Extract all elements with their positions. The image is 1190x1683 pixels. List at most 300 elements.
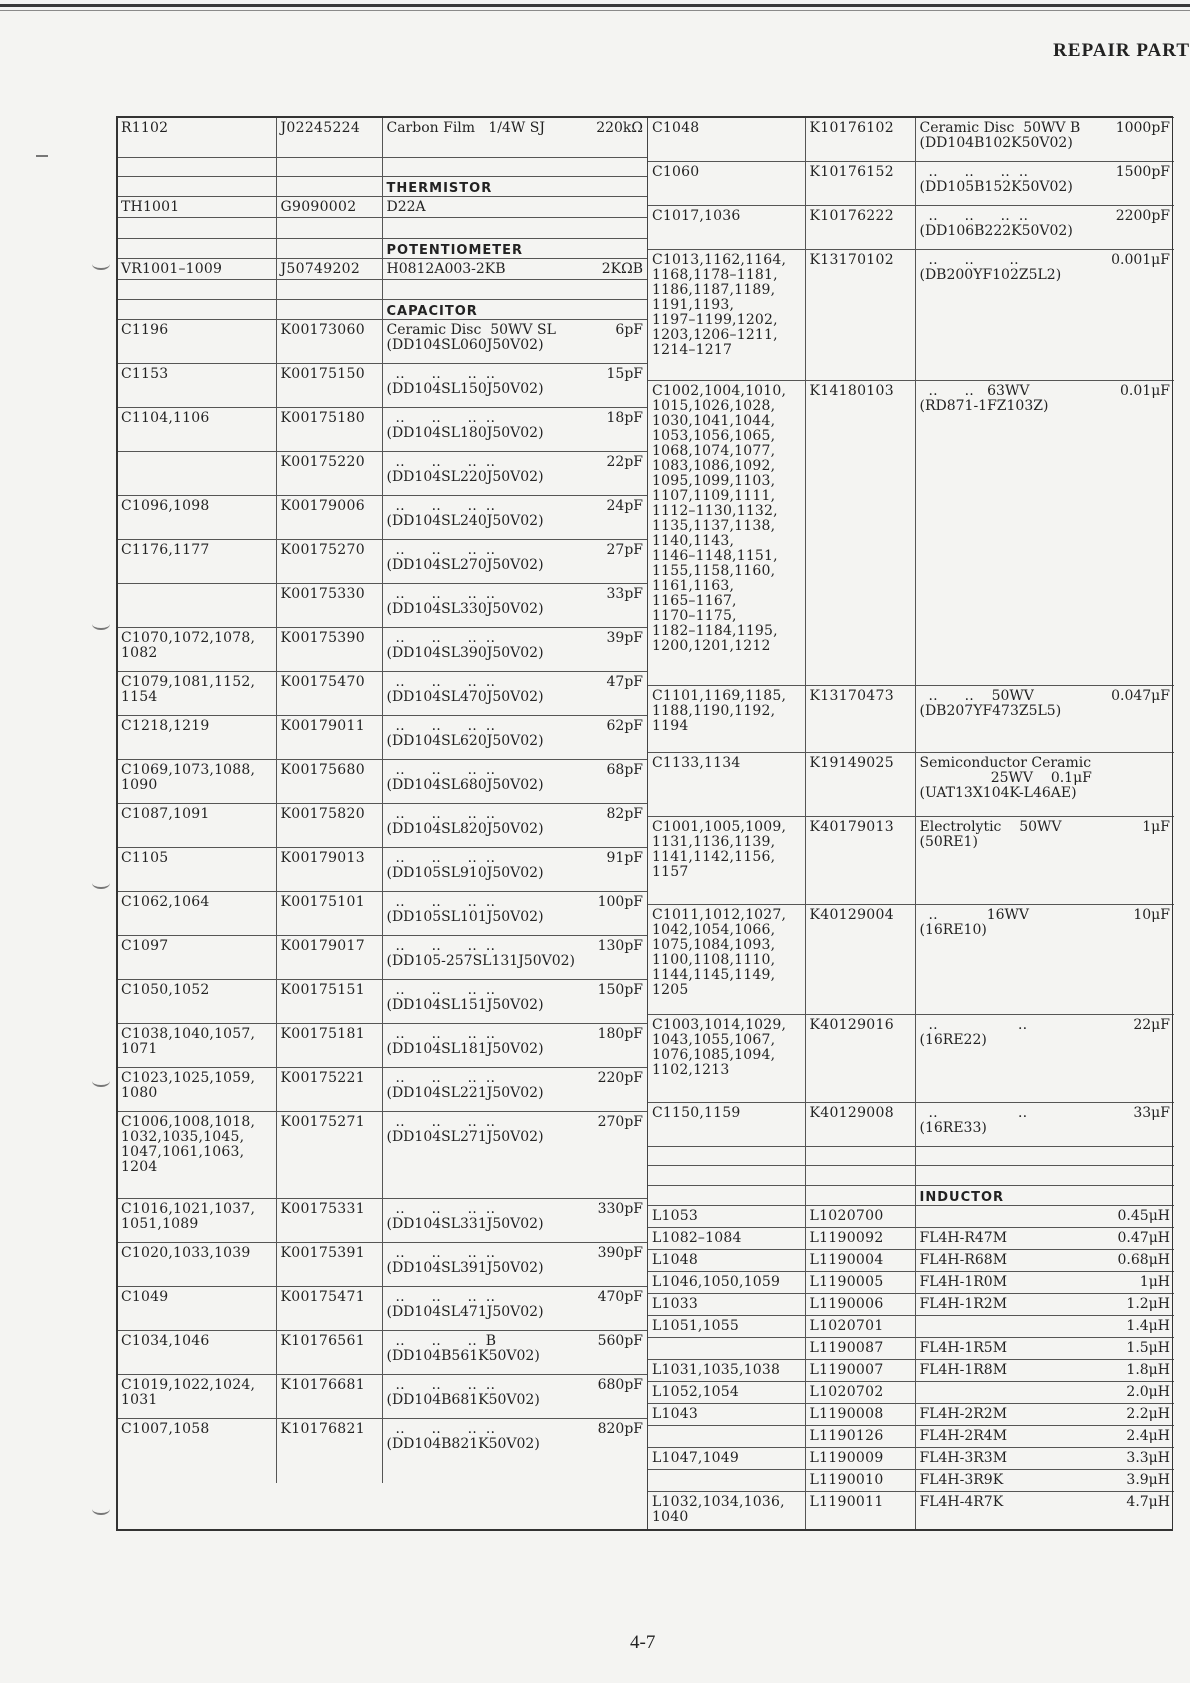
ref-cell: C1101,1169,1185, 1188,1190,1192, 1194: [648, 686, 805, 753]
description-code: (DD104B561K50V02): [386, 1348, 540, 1364]
section-row: [117, 239, 647, 259]
description-code: (DD104SL060J50V02): [386, 337, 544, 353]
part-number-cell: [276, 280, 382, 300]
value-text: 18pF: [606, 410, 643, 426]
inductor-desc: [920, 1319, 1171, 1334]
value-text: 1500pF: [1115, 164, 1170, 180]
value-text: 91pF: [606, 850, 643, 866]
table-row: [648, 1338, 1174, 1360]
value-text: 39pF: [606, 630, 643, 646]
binder-hole-mark: [92, 1075, 110, 1087]
table-row: [648, 381, 1174, 686]
inductor-desc: [920, 1407, 1171, 1422]
description-text: ‥ ‥: [919, 1017, 1028, 1033]
description-cell: [382, 628, 647, 672]
part-number-cell: K10176821: [276, 1419, 382, 1483]
table-row: [117, 848, 647, 892]
ref-cell: R1102: [117, 118, 276, 158]
table-row: [648, 1316, 1174, 1338]
description-text: ‥ ‥ ‥ ‥: [386, 1377, 496, 1393]
table-row: [117, 1024, 647, 1068]
table-row: [648, 1147, 1174, 1166]
value-text: 0.01μF: [1120, 383, 1170, 399]
inductor-desc: [920, 1231, 1171, 1246]
inductor-type: FL4H-3R3M: [919, 1450, 1008, 1466]
table-row: [117, 1375, 647, 1419]
description-main: [387, 807, 644, 822]
inductor-desc: [920, 1253, 1171, 1268]
description-code: (DD104SL331J50V02): [386, 1216, 544, 1232]
value-text: 33pF: [606, 586, 643, 602]
part-number-cell: K10176222: [805, 206, 915, 250]
part-number-cell: K13170102: [805, 250, 915, 381]
description-cell: [382, 259, 647, 280]
description-code: (16RE33): [919, 1120, 987, 1136]
table-row: [648, 1206, 1174, 1228]
ref-cell: C1079,1081,1152, 1154: [117, 672, 276, 716]
section-row: [117, 300, 647, 320]
description-main: [387, 1246, 644, 1261]
part-number-cell: K00175391: [276, 1243, 382, 1287]
binder-hole-mark: [92, 258, 110, 270]
inductor-type: FL4H-R47M: [919, 1230, 1008, 1246]
description-cell: [915, 1250, 1174, 1272]
page-number: 4-7: [630, 1632, 656, 1653]
description-cell: [382, 496, 647, 540]
ref-cell: L1048: [648, 1250, 805, 1272]
table-row: [117, 280, 647, 300]
part-number-cell: K00175180: [276, 408, 382, 452]
ref-cell: C1062,1064: [117, 892, 276, 936]
description-text: ‥ ‥ ‥ ‥: [386, 498, 496, 514]
description-text: ‥ ‥ ‥ ‥: [386, 1070, 496, 1086]
part-number-cell: L1190087: [805, 1338, 915, 1360]
description-cell: [915, 1166, 1174, 1186]
table-row: [117, 218, 647, 239]
part-number-cell: K00175150: [276, 364, 382, 408]
table-row: [117, 1287, 647, 1331]
inductor-value: 2.0μH: [1126, 1384, 1170, 1400]
part-number-cell: K00175101: [276, 892, 382, 936]
ref-cell: C1087,1091: [117, 804, 276, 848]
description-code: (DD104SL271J50V02): [386, 1129, 544, 1145]
description-code: (DD104SL150J50V02): [386, 381, 544, 397]
part-number-cell: K00179011: [276, 716, 382, 760]
description-text: ‥ ‥ ‥ ‥: [386, 718, 496, 734]
value-text: 47pF: [606, 674, 643, 690]
description-cell: [382, 197, 647, 218]
description-cell: [915, 1338, 1174, 1360]
description-main: [920, 165, 1171, 180]
ref-cell: C1013,1162,1164, 1168,1178–1181, 1186,1187,1189, 1191,1193, 1197–1199,1202, 1203,1206–1211, 1214–1217: [648, 250, 805, 381]
inductor-type: FL4H-3R9K: [919, 1472, 1004, 1488]
part-number-cell: L1190004: [805, 1250, 915, 1272]
table-row: [648, 1250, 1174, 1272]
description-cell: [382, 1419, 647, 1483]
table-row: [117, 1199, 647, 1243]
part-number-cell: K00175390: [276, 628, 382, 672]
table-row: [117, 804, 647, 848]
value-text: 15pF: [606, 366, 643, 382]
ref-cell: L1052,1054: [648, 1382, 805, 1404]
ref-cell: C1196: [117, 320, 276, 364]
table-row: [648, 1228, 1174, 1250]
ref-cell: C1003,1014,1029, 1043,1055,1067, 1076,1085,1094, 1102,1213: [648, 1015, 805, 1103]
ref-cell: L1043: [648, 1404, 805, 1426]
description-cell: [915, 162, 1174, 206]
part-number-cell: K19149025: [805, 753, 915, 817]
part-number-cell: K40129004: [805, 905, 915, 1015]
table-row: [648, 206, 1174, 250]
description-main: [920, 384, 1171, 399]
part-number-cell: K00175151: [276, 980, 382, 1024]
description-cell: [382, 1024, 647, 1068]
inductor-type: FL4H-R68M: [919, 1252, 1008, 1268]
ref-cell: VR1001–1009: [117, 259, 276, 280]
description-cell: [915, 1316, 1174, 1338]
description-main: [387, 121, 644, 136]
part-number-cell: L1020700: [805, 1206, 915, 1228]
table-row: [648, 162, 1174, 206]
description-text: ‥ ‥ 63WV: [919, 383, 1030, 399]
part-number-cell: [805, 1186, 915, 1206]
value-text: 180pF: [597, 1026, 643, 1042]
description-cell: [382, 1287, 647, 1331]
ref-cell: C1034,1046: [117, 1331, 276, 1375]
ref-cell: C1133,1134: [648, 753, 805, 817]
table-row: [117, 628, 647, 672]
value-text: 820pF: [597, 1421, 643, 1437]
description-cell: [382, 716, 647, 760]
part-number-cell: L1020702: [805, 1382, 915, 1404]
part-number-cell: [276, 239, 382, 259]
inductor-desc: [920, 1297, 1171, 1312]
value-text: 22pF: [606, 454, 643, 470]
description-main: [387, 411, 644, 426]
description-main: [387, 1027, 644, 1042]
description-main: [920, 121, 1171, 136]
table-row: [117, 158, 647, 177]
description-code: (DB207YF473Z5L5): [919, 703, 1062, 719]
description-cell: [915, 1272, 1174, 1294]
description-main: [387, 763, 644, 778]
description-main: [920, 908, 1171, 923]
parts-table-left: [117, 117, 647, 1483]
ref-cell: C1097: [117, 936, 276, 980]
description-code: (DD104SL151J50V02): [386, 997, 544, 1013]
ref-cell: L1032,1034,1036, 1040: [648, 1492, 805, 1530]
description-text: D22A: [386, 199, 426, 215]
part-number-cell: K14180103: [805, 381, 915, 686]
ref-cell: C1002,1004,1010, 1015,1026,1028, 1030,1041,1044, 1053,1056,1065, 1068,1074,1077, 1083,1086,1092, 1095,1099,1103, 1107,1109,1111, 1112–1130,1132, 1135,1137,1138, 1140,1143, 1146–1148,1151, 1155,1158,1160, 1161,1163, 1165–1167, 1170–1175, 1182–1184,1195, 1200,1201,1212: [648, 381, 805, 686]
table-row: [117, 1068, 647, 1112]
inductor-value: 2.4μH: [1126, 1428, 1170, 1444]
description-text: ‥ ‥ ‥ ‥: [386, 1289, 496, 1305]
value-text: 680pF: [597, 1377, 643, 1393]
inductor-type: FL4H-2R2M: [919, 1406, 1008, 1422]
part-number-cell: K00175471: [276, 1287, 382, 1331]
table-row: [648, 250, 1174, 381]
description-code: (DD104SL270J50V02): [386, 557, 544, 573]
column-divider: [647, 117, 648, 1530]
inductor-desc: [920, 1473, 1171, 1488]
description-cell: [382, 848, 647, 892]
part-number-cell: K00175331: [276, 1199, 382, 1243]
description-cell: [382, 1243, 647, 1287]
table-row: [648, 1382, 1174, 1404]
binder-hole-mark: [92, 877, 110, 889]
ref-cell: C1218,1219: [117, 716, 276, 760]
description-main: [387, 1290, 644, 1305]
part-number-cell: K00175270: [276, 540, 382, 584]
inductor-desc: [920, 1429, 1171, 1444]
description-cell: [382, 892, 647, 936]
ref-cell: C1001,1005,1009, 1131,1136,1139, 1141,1142,1156, 1157: [648, 817, 805, 905]
description-main: [387, 455, 644, 470]
description-main: [920, 209, 1171, 224]
part-number-cell: K13170473: [805, 686, 915, 753]
description-text: ‥ ‥ ‥ ‥: [386, 1245, 496, 1261]
description-cell: [382, 672, 647, 716]
description-code: (50RE1): [919, 834, 978, 850]
part-number-cell: [276, 218, 382, 239]
inductor-value: 3.3μH: [1126, 1450, 1170, 1466]
inductor-value: 1.8μH: [1126, 1362, 1170, 1378]
value-text: 0.001μF: [1111, 252, 1170, 268]
ref-cell: [648, 1338, 805, 1360]
part-number-cell: L1190009: [805, 1448, 915, 1470]
description-main: [387, 543, 644, 558]
inductor-desc: [920, 1341, 1171, 1356]
inductor-type: FL4H-1R5M: [919, 1340, 1008, 1356]
description-text: ‥ ‥ ‥ ‥: [386, 762, 496, 778]
table-row: [648, 753, 1174, 817]
table-row: [648, 1404, 1174, 1426]
description-cell: [915, 1382, 1174, 1404]
ref-cell: L1031,1035,1038: [648, 1360, 805, 1382]
part-number-cell: K00175470: [276, 672, 382, 716]
table-row: [648, 1103, 1174, 1147]
part-number-cell: K40129008: [805, 1103, 915, 1147]
description-main: [920, 1106, 1171, 1121]
table-row: [648, 1015, 1174, 1103]
table-row: [648, 1448, 1174, 1470]
part-number-cell: K00175221: [276, 1068, 382, 1112]
ref-cell: C1023,1025,1059, 1080: [117, 1068, 276, 1112]
table-row: [117, 584, 647, 628]
table-row: [117, 716, 647, 760]
ref-cell: TH1001: [117, 197, 276, 218]
description-cell: [915, 381, 1174, 686]
part-number-cell: L1190007: [805, 1360, 915, 1382]
value-text: 24pF: [606, 498, 643, 514]
inductor-type: FL4H-1R8M: [919, 1362, 1008, 1378]
inductor-desc: [920, 1385, 1171, 1400]
ref-cell: C1060: [648, 162, 805, 206]
ref-cell: L1046,1050,1059: [648, 1272, 805, 1294]
value-text: 470pF: [597, 1289, 643, 1305]
description-cell: [915, 1404, 1174, 1426]
ref-cell: [648, 1186, 805, 1206]
description-cell: [915, 1492, 1174, 1530]
description-cell: [915, 686, 1174, 753]
description-text: ‥ ‥ ‥ ‥: [386, 938, 496, 954]
description-cell: [915, 1015, 1174, 1103]
section-heading: POTENTIOMETER: [386, 243, 524, 258]
description-main: [387, 587, 644, 602]
table-row: [117, 760, 647, 804]
table-row: [648, 118, 1174, 162]
description-cell: [382, 804, 647, 848]
description-code: (DD104SL240J50V02): [386, 513, 544, 529]
ref-cell: [648, 1147, 805, 1166]
parts-table-right: [648, 117, 1174, 1530]
description-main: [920, 756, 1171, 771]
value-text: 68pF: [606, 762, 643, 778]
ref-cell: L1033: [648, 1294, 805, 1316]
inductor-value: 0.68μH: [1117, 1252, 1170, 1268]
part-number-cell: L1190006: [805, 1294, 915, 1316]
ref-cell: C1070,1072,1078, 1082: [117, 628, 276, 672]
part-number-cell: K00175680: [276, 760, 382, 804]
ref-cell: [117, 584, 276, 628]
description-main: [387, 939, 644, 954]
ref-cell: C1049: [117, 1287, 276, 1331]
description-text: ‥ ‥ ‥: [919, 252, 1019, 268]
part-number-cell: K00175330: [276, 584, 382, 628]
part-number-cell: L1020701: [805, 1316, 915, 1338]
part-number-cell: K00173060: [276, 320, 382, 364]
description-cell: [915, 905, 1174, 1015]
description-code: (DD104SL680J50V02): [386, 777, 544, 793]
ref-cell: C1050,1052: [117, 980, 276, 1024]
description-cell: [382, 320, 647, 364]
ref-cell: L1051,1055: [648, 1316, 805, 1338]
description-text: ‥ ‥ ‥ ‥: [386, 1421, 496, 1437]
part-number-cell: L1190010: [805, 1470, 915, 1492]
ref-cell: L1082–1084: [648, 1228, 805, 1250]
table-row: [648, 1470, 1174, 1492]
inductor-type: FL4H-1R0M: [919, 1274, 1008, 1290]
table-row: [117, 980, 647, 1024]
part-number-cell: L1190011: [805, 1492, 915, 1530]
description-text: Carbon Film 1/4W SJ: [386, 120, 545, 136]
part-number-cell: K00179006: [276, 496, 382, 540]
part-number-cell: K40179013: [805, 817, 915, 905]
part-number-cell: G9090002: [276, 197, 382, 218]
value-text: 1000pF: [1115, 120, 1170, 136]
ref-cell: C1176,1177: [117, 540, 276, 584]
value-text: 2KΩB: [601, 261, 643, 277]
part-number-cell: [805, 1147, 915, 1166]
table-row: [117, 452, 647, 496]
table-row: [117, 259, 647, 280]
description-main: [387, 851, 644, 866]
ref-cell: [117, 177, 276, 197]
inductor-value: 1.5μH: [1126, 1340, 1170, 1356]
description-main: [387, 200, 644, 215]
part-number-cell: L1190005: [805, 1272, 915, 1294]
ref-cell: C1019,1022,1024, 1031: [117, 1375, 276, 1419]
description-cell: [382, 452, 647, 496]
ref-cell: C1150,1159: [648, 1103, 805, 1147]
table-row: [117, 936, 647, 980]
part-number-cell: K00179013: [276, 848, 382, 892]
description-text: Semiconductor Ceramic: [919, 755, 1092, 771]
description-code: (DD105SL101J50V02): [386, 909, 544, 925]
ref-cell: [117, 300, 276, 320]
inductor-type: FL4H-4R7K: [919, 1494, 1004, 1510]
description-code: (16RE10): [919, 922, 987, 938]
description-main: [387, 719, 644, 734]
description-cell: [915, 817, 1174, 905]
inductor-value: 1.2μH: [1126, 1296, 1170, 1312]
ref-cell: [117, 452, 276, 496]
table-row: [117, 364, 647, 408]
value-text: 6pF: [615, 322, 643, 338]
inductor-type: FL4H-1R2M: [919, 1296, 1008, 1312]
inductor-desc: [920, 1495, 1171, 1510]
ref-cell: C1011,1012,1027, 1042,1054,1066, 1075,1084,1093, 1100,1108,1110, 1144,1145,1149, 1205: [648, 905, 805, 1015]
description-cell: [382, 1199, 647, 1243]
value-text: 27pF: [606, 542, 643, 558]
value-text: 150pF: [597, 982, 643, 998]
part-number-cell: K00175220: [276, 452, 382, 496]
description-main: [920, 689, 1171, 704]
inductor-value: 0.47μH: [1117, 1230, 1170, 1246]
description-code: (DD104SL470J50V02): [386, 689, 544, 705]
ref-cell: C1105: [117, 848, 276, 892]
part-number-cell: K10176102: [805, 118, 915, 162]
description-cell: [915, 1103, 1174, 1147]
description-main: [387, 983, 644, 998]
description-text: ‥ ‥ ‥ ‥: [386, 410, 496, 426]
description-code: (DD104SL181J50V02): [386, 1041, 544, 1057]
description-code: (DD104SL391J50V02): [386, 1260, 544, 1276]
part-number-cell: K10176681: [276, 1375, 382, 1419]
description-cell: [382, 936, 647, 980]
margin-mark: [36, 155, 48, 157]
ref-cell: [117, 239, 276, 259]
description-main: [387, 262, 644, 277]
description-cell: [382, 1375, 647, 1419]
inductor-value: 1.4μH: [1126, 1318, 1170, 1334]
section-heading: INDUCTOR: [919, 1190, 1005, 1205]
description-text: ‥ ‥ ‥ ‥: [386, 1201, 496, 1217]
description-cell: [382, 218, 647, 239]
description-main: [387, 1378, 644, 1393]
description-cell: [915, 1470, 1174, 1492]
description-cell: [915, 118, 1174, 162]
section-heading: CAPACITOR: [386, 304, 478, 319]
description-code: (DD104SL180J50V02): [386, 425, 544, 441]
part-number-cell: K10176152: [805, 162, 915, 206]
table-row: [117, 496, 647, 540]
binder-hole-mark: [92, 1503, 110, 1515]
inductor-value: 2.2μH: [1126, 1406, 1170, 1422]
description-code: (RD871-1FZ103Z): [919, 398, 1049, 414]
description-code: (DD104B681K50V02): [386, 1392, 540, 1408]
description-main: [387, 1422, 644, 1437]
description-code: (DD104SL221J50V02): [386, 1085, 544, 1101]
value-text: 220kΩ: [596, 120, 643, 136]
description-code: (DD105SL910J50V02): [386, 865, 544, 881]
description-text: H0812A003-2KB: [386, 261, 506, 277]
part-number-cell: J02245224: [276, 118, 382, 158]
ref-cell: L1047,1049: [648, 1448, 805, 1470]
description-text: Electrolytic 50WV: [919, 819, 1062, 835]
description-cell: [382, 1068, 647, 1112]
